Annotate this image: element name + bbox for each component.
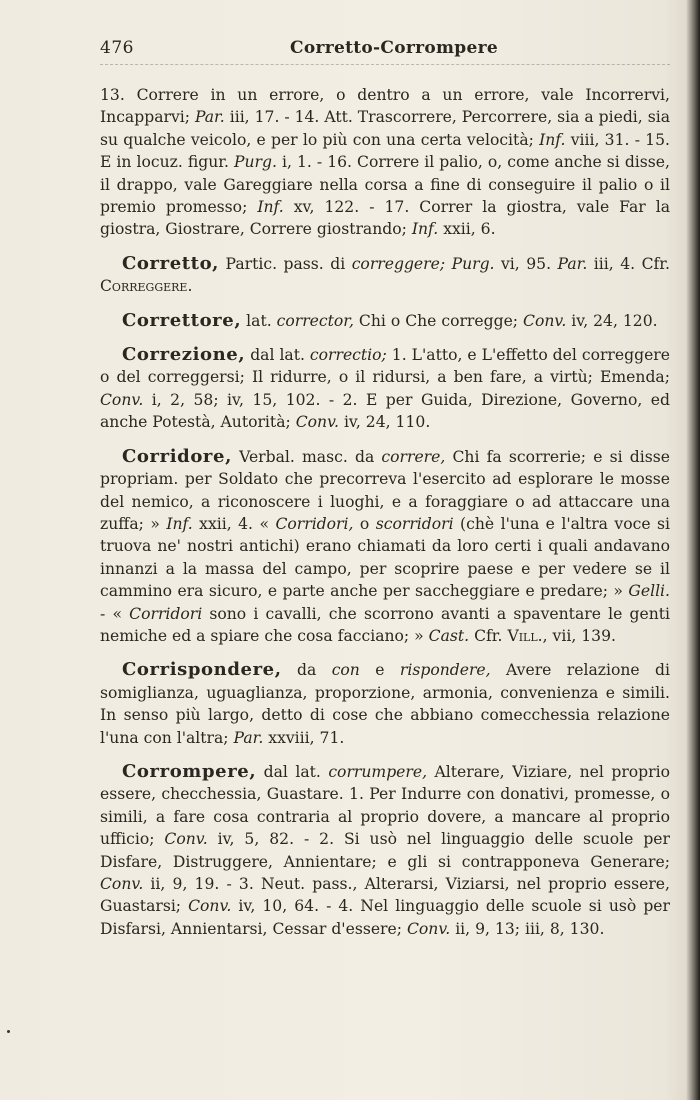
page-gutter-shadow <box>686 0 700 1100</box>
dictionary-entry-corrompere <box>100 761 670 940</box>
entry-citation-italic: Corridori <box>129 604 203 623</box>
entry-citation-italic: rispondere, <box>399 661 491 680</box>
entry-citation-italic: Conv. <box>295 413 339 432</box>
entry-text: iv, 5, 82. - 2. Si usò nel linguaggio delle scuole per Disfare, Distruggere, Annientare; e gli si contrapponeva Generare; <box>100 830 670 871</box>
entry-text: lat. <box>241 311 277 330</box>
entry-text: i, 1. - 16. Correre il palio, o, come anche si disse, il drappo, vale Gareggiare nella corsa a fine di conseguire il palio o il premio promesso; <box>100 153 670 217</box>
entry-headword: Corrompere, <box>122 760 257 782</box>
header-rule <box>100 64 670 66</box>
entry-text: Partic. pass. di <box>219 254 352 273</box>
entry-citation-italic: Conv. <box>188 897 232 916</box>
entry-text: Chi fa scorrerie; e si disse propriam. per Soldato che precorreva l'esercito ad esplorare le mosse del nemico, a riconoscere i luoghi, e a foraggiare o ad attaccare una zuffa; » <box>100 447 670 533</box>
entry-text: xxii, 6. <box>438 220 496 239</box>
entry-citation-italic: scorridori <box>375 514 454 533</box>
entry-cross-reference: Vill., <box>507 626 548 645</box>
entry-text: Alterare, Viziare, nel proprio essere, checchessia, Guastare. 1. Per Indurre con donativi, promesse, o simili, a fare cosa contraria al proprio dovere, a mancare al proprio ufficio; <box>100 762 670 849</box>
dictionary-entry-correre-cont <box>100 84 670 241</box>
entry-text: iv, 10, 64. - 4. Nel linguaggio delle scuole si usò per Disfarsi, Annientarsi, Cessar d'essere; <box>100 897 670 938</box>
entry-text: viii, 31. - 15. E in locuz. figur. <box>100 130 670 172</box>
entry-citation-italic: Purg. <box>234 153 277 172</box>
entry-text: da <box>281 661 332 680</box>
entry-citation-italic: Conv. <box>164 830 208 849</box>
entry-text: xxii, 4. « <box>192 514 276 533</box>
entry-headword: Correzione, <box>122 344 246 366</box>
entry-headword: Corridore, <box>122 445 232 467</box>
entry-citation-italic: corrumpere, <box>328 762 428 781</box>
entry-text: i, 2, 58; iv, 15, 102. - 2. E per Guida, Direzione, Governo, ed anche Potestà, Autorità; <box>100 390 670 432</box>
entry-text: Avere relazione di somiglianza, uguaglianza, proporzione, armonia, convenienza e simili. In senso più largo, detto di cose che abbiano comecchessia relazione l'una con l'altra; <box>100 661 670 747</box>
entry-text: - « <box>100 604 130 623</box>
entry-text: 13. Correre in un errore, o dentro a un errore, vale Incorrervi, Incapparvi; <box>100 86 670 127</box>
entry-text: o <box>353 514 376 533</box>
entry-text: iv, 24, 110. <box>338 413 431 432</box>
dictionary-entry-corrispondere <box>100 659 670 749</box>
entry-text: iii, 4. Cfr. <box>587 254 670 273</box>
entry-text: iv, 24, 120. <box>566 311 658 330</box>
entry-text: vi, 95. <box>494 254 558 273</box>
dictionary-body <box>100 84 670 952</box>
entry-citation-italic: Conv. <box>523 311 567 330</box>
margin-speck <box>7 1030 10 1033</box>
entry-citation-italic: Corridori, <box>275 514 354 533</box>
entry-citation-italic: Inf. <box>166 514 193 533</box>
entry-citation-italic: Par. <box>233 728 264 747</box>
entry-citation-italic: Inf. <box>257 198 284 217</box>
entry-headword: Corrispondere, <box>122 659 282 681</box>
entry-citation-italic: con <box>331 661 360 680</box>
entry-text: xxviii, 71. <box>263 728 345 747</box>
entry-citation-italic: correggere; <box>351 254 446 273</box>
page-header <box>100 38 670 64</box>
entry-text: ii, 9, 19. - 3. Neut. pass., Alterarsi, Viziarsi, nel proprio essere, Guastarsi; <box>100 875 670 916</box>
entry-headword: Correttore, <box>122 309 242 331</box>
entry-citation-italic: Gelli. <box>628 582 670 601</box>
entry-headword: Corretto, <box>122 252 220 274</box>
entry-citation-italic: Cast. <box>428 626 470 645</box>
entry-text: xv, 122. - 17. Correr la giostra, vale Far la giostra, Giostrare, Correre giostrando; <box>100 198 670 239</box>
page-number: 476 <box>100 38 134 58</box>
entry-text: Verbal. masc. da <box>231 447 382 466</box>
entry-text: sono i cavalli, che scorrono avanti a spaventare le genti nemiche ed a spiare che cosa facciano; » <box>100 604 670 645</box>
running-head: Corretto-Corrompere <box>290 38 498 58</box>
dictionary-entry-correzione <box>100 344 670 434</box>
entry-citation-italic: Conv. <box>100 390 144 409</box>
entry-citation-italic: Par. <box>194 108 225 127</box>
entry-text: 1. L'atto, e L'effetto del correggere o del correggersi; Il ridurre, o il ridursi, a ben fare, a virtù; Emenda; <box>100 346 670 387</box>
entry-text: ii, 9, 13; iii, 8, 130. <box>450 919 605 938</box>
entry-citation-italic: Conv. <box>100 875 144 893</box>
entry-text: (chè l'una e l'altra voce si truova ne' nostri antichi) erano chiamati da loro certi i quali andavano innanzi a la massa del campo, per scoprire paese e per vedere se il cammino era sicuro, e parte anche per saccheggiare e predare; » <box>100 514 670 601</box>
entry-text: dal lat. <box>256 762 329 781</box>
entry-text: dal lat. <box>245 346 310 365</box>
entry-text: Chi o Che corregge; <box>353 311 524 330</box>
entry-citation-italic: correre, <box>381 447 446 466</box>
entry-text: iii, 17. - 14. Att. Trascorrere, Percorrere, sia a piedi, sia su qualche veicolo, e per lo più con una certa velocità; <box>100 108 670 149</box>
entry-citation-italic: corrector, <box>276 311 354 330</box>
dictionary-entry-corridore <box>100 446 670 648</box>
entry-citation-italic: Conv. <box>406 919 451 938</box>
entry-citation-italic: Par. <box>557 254 588 273</box>
entry-citation-italic: Purg. <box>451 254 495 273</box>
entry-citation-italic: Inf. <box>539 130 566 149</box>
entry-citation-italic: Inf. <box>411 220 439 239</box>
entry-text: Cfr. <box>469 626 508 645</box>
entry-text: e <box>359 661 400 680</box>
dictionary-entry-correttore <box>100 310 670 332</box>
entry-citation-italic: correctio; <box>309 346 387 365</box>
entry-text: vii, 139. <box>547 626 616 645</box>
dictionary-entry-corretto <box>100 253 670 298</box>
entry-cross-reference: Correggere. <box>100 277 193 296</box>
